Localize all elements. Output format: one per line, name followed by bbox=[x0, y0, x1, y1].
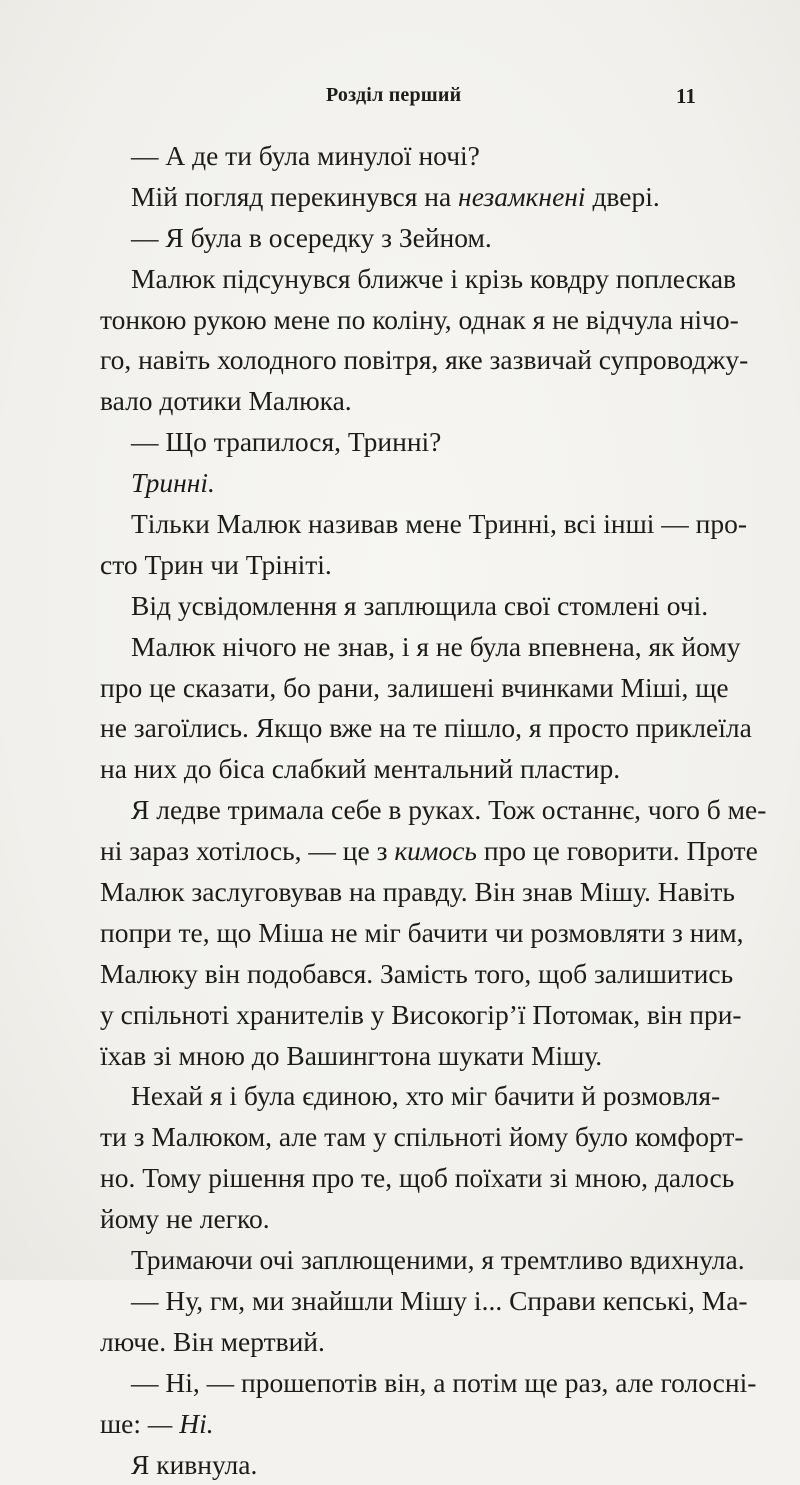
chapter-title: Розділ перший bbox=[326, 84, 461, 107]
text-run: Я ледве тримала себе в руках. Тож останнє, чого б ме- bbox=[131, 794, 766, 825]
text-run: — А де ти була минулої ночі? bbox=[131, 140, 480, 171]
text-run: попри те, що Міша не міг бачити чи розмовляти з ним, bbox=[100, 917, 744, 948]
text-line bbox=[100, 381, 700, 422]
text-run: — Ні, — прошепотів він, а потім ще раз, але голосні- bbox=[131, 1367, 756, 1398]
text-run: Від усвідомлення я заплющила свої стомлені очі. bbox=[131, 590, 708, 621]
text-run: Малюк нічого не знав, і я не була впевнена, як йому bbox=[131, 631, 740, 662]
text-line bbox=[100, 586, 700, 627]
text-line bbox=[100, 300, 700, 341]
text-line bbox=[100, 1199, 700, 1240]
text-run: йому не легко. bbox=[100, 1203, 270, 1234]
text-run: — Я була в осередку з Зейном. bbox=[131, 222, 492, 253]
text-line bbox=[100, 1281, 700, 1322]
text-run: на них до біса слабкий ментальний пластир. bbox=[100, 753, 620, 784]
text-line bbox=[100, 831, 700, 872]
text-line bbox=[100, 177, 700, 218]
text-run: вало дотики Малюка. bbox=[100, 385, 352, 416]
text-line bbox=[100, 1445, 700, 1485]
text-run: Тримаючи очі заплющеними, я тремтливо вдихнула. bbox=[131, 1244, 745, 1275]
text-run: двері. bbox=[586, 181, 660, 212]
text-line bbox=[100, 1117, 700, 1158]
italic-text: Тринні. bbox=[131, 467, 215, 498]
body-text bbox=[100, 136, 700, 1485]
text-line bbox=[100, 708, 700, 749]
text-run: го, навіть холодного повітря, яке зазвичай супроводжу- bbox=[100, 344, 748, 375]
text-run: Малюк заслуговував на правду. Він знав Мішу. Навіть bbox=[100, 876, 735, 907]
text-run: сто Трин чи Трініті. bbox=[100, 549, 332, 580]
text-line bbox=[100, 1076, 700, 1117]
text-line bbox=[100, 913, 700, 954]
text-run: ні зараз хотілось, — це з bbox=[100, 835, 394, 866]
text-run: но. Тому рішення про те, щоб поїхати зі мною, далось bbox=[100, 1162, 734, 1193]
text-line bbox=[100, 668, 700, 709]
text-line bbox=[100, 259, 700, 300]
text-run: про це сказати, бо рани, залишені вчинками Міші, ще bbox=[100, 672, 729, 703]
text-run: Мій погляд перекинувся на bbox=[131, 181, 458, 212]
text-run: Нехай я і була єдиною, хто міг бачити й розмовля- bbox=[131, 1080, 720, 1111]
text-run: про це говорити. Проте bbox=[477, 835, 758, 866]
text-run: — Ну, гм, ми знайшли Мішу і... Справи кепські, Ма- bbox=[131, 1285, 748, 1316]
text-line bbox=[100, 627, 700, 668]
text-run: їхав зі мною до Вашингтона шукати Мішу. bbox=[100, 1040, 602, 1071]
text-line bbox=[100, 1404, 700, 1445]
text-line bbox=[100, 422, 700, 463]
text-run: люче. Він мертвий. bbox=[100, 1326, 325, 1357]
text-line bbox=[100, 136, 700, 177]
text-run: Тільки Малюк називав мене Тринні, всі інші — про- bbox=[131, 508, 747, 539]
text-line bbox=[100, 1240, 700, 1281]
text-line bbox=[100, 545, 700, 586]
text-run: не загоїлись. Якщо вже на те пішло, я просто приклеїла bbox=[100, 712, 752, 743]
text-line bbox=[100, 872, 700, 913]
text-line bbox=[100, 218, 700, 259]
text-run: у спільноті хранителів у Високогір’ї Потомак, він при- bbox=[100, 999, 742, 1030]
text-line bbox=[100, 1322, 700, 1363]
text-line bbox=[100, 504, 700, 545]
running-head bbox=[0, 84, 800, 114]
text-run: Я кивнула. bbox=[131, 1449, 257, 1480]
text-run: Малюк підсунувся ближче і крізь ковдру поплескав bbox=[131, 263, 736, 294]
text-line bbox=[100, 1036, 700, 1077]
italic-text: — Ні. bbox=[148, 1408, 214, 1439]
text-run: — Що трапилося, Тринні? bbox=[131, 426, 441, 457]
text-line bbox=[100, 1363, 700, 1404]
text-line bbox=[100, 1158, 700, 1199]
text-line bbox=[100, 954, 700, 995]
text-run: тонкою рукою мене по коліну, однак я не відчула нічо- bbox=[100, 304, 739, 335]
text-line bbox=[100, 749, 700, 790]
text-line bbox=[100, 340, 700, 381]
page-number: 11 bbox=[676, 84, 696, 109]
text-line bbox=[100, 995, 700, 1036]
text-run: Малюку він подобався. Замість того, щоб залишитись bbox=[100, 958, 733, 989]
italic-text: кимось bbox=[394, 835, 477, 866]
text-run: ти з Малюком, але там у спільноті йому було комфорт- bbox=[100, 1121, 744, 1152]
text-line bbox=[100, 790, 700, 831]
text-line bbox=[100, 463, 700, 504]
text-run: ше: bbox=[100, 1408, 148, 1439]
italic-text: незамкнені bbox=[458, 181, 586, 212]
